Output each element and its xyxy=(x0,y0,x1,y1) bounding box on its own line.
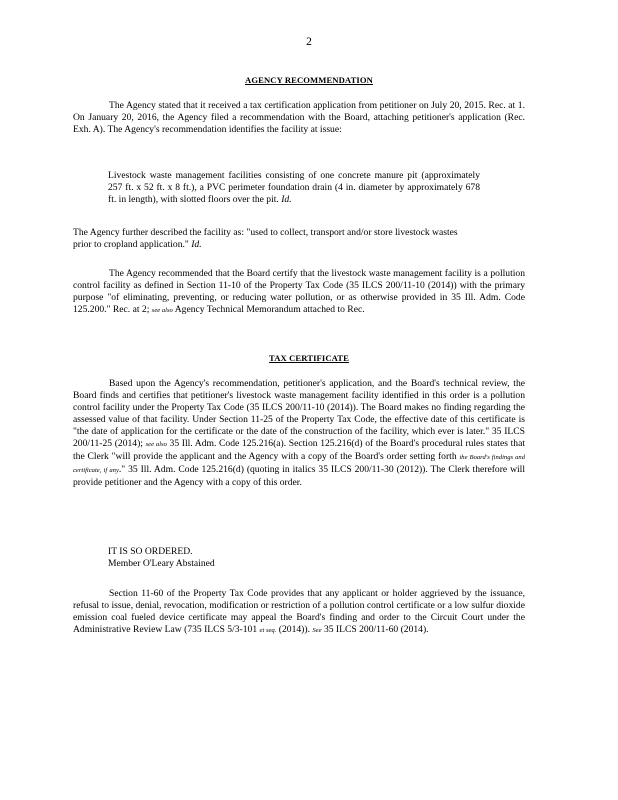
paragraph-appeal-rights-text-b: (2014)). xyxy=(278,624,310,636)
paragraph-agency-receipt xyxy=(73,100,525,136)
order-statement: IT IS SO ORDERED. xyxy=(108,546,193,557)
paragraph-agency-description-text: The Agency further described the facility as: "used to collect, transport and/or store livestock wastes prior to cropland application." xyxy=(73,227,458,251)
paragraph-board-finding-text-b: 35 Ill. Adm. Code 125.216(a). Section 125.216(d) of the Board's procedural rules states that the Clerk "will provide the applicant and the Agency with a copy of the Board's order setting forth xyxy=(73,438,525,463)
tax-certificate-heading-text: TAX CERTIFICATE xyxy=(269,353,349,363)
paragraph-agency-recommendation xyxy=(73,268,525,317)
paragraph-board-finding-text-c: ." 35 Ill. Adm. Code 125.216(d) (quoting in italics 35 ILCS 200/11-30 (2012)). The Clerk therefore will provide petitioner and the Agency with a copy of this order. xyxy=(73,464,525,489)
agency-recommendation-heading xyxy=(0,75,618,85)
paragraph-agency-recommendation-tail: Agency Technical Memorandum attached to Rec. xyxy=(174,304,365,316)
order-block xyxy=(108,546,408,570)
paragraph-agency-description xyxy=(73,227,473,251)
agency-recommendation-heading-text: AGENCY RECOMMENDATION xyxy=(245,75,373,85)
paragraph-board-finding xyxy=(73,378,525,489)
paragraph-agency-recommendation-text: The Agency recommended that the Board certify that the livestock waste management facility is a pollution control facility as defined in Section 11-10 of the Property Tax Code (35 ILCS 200/11-10 (2014)) with the primary purpose "of eliminating, preventing, or reducing water pollution, or as otherwise provided in 35 Ill. Adm. Code 125.200." Rec. at 2; xyxy=(73,268,525,316)
paragraph-appeal-rights-et-seq: et seq. xyxy=(259,627,277,635)
paragraph-appeal-rights-text-a: Section 11-60 of the Property Tax Code provides that any applicant or holder aggrieved by the issuance, refusal to issue, denial, revocation, modification or restriction of a pollution control certificate or a low sulfur dioxide emission coal fueled device certificate may appeal the Board's finding and order to the Circuit Court under the Administrative Review Law (735 ILCS 5/3-101 xyxy=(73,588,525,636)
paragraph-appeal-rights-see: See xyxy=(312,627,322,635)
block-quote-text: Livestock waste management facilities consisting of one concrete manure pit (approximately 257 ft. x 52 ft. x 8 ft.), a PVC perimeter foundation drain (4 in. diameter by approximately 678 ft. in length), with slotted floors over the pit. xyxy=(108,170,480,206)
paragraph-board-finding-see-also: see also xyxy=(145,441,167,449)
paragraph-agency-recommendation-see-also: see also xyxy=(151,307,173,315)
block-quote-facility xyxy=(108,170,480,206)
paragraph-board-finding-text-a: Based upon the Agency's recommendation, petitioner's application, and the Board's technical review, the Board finds and certifies that petitioner's livestock waste management facility identified in this order is a pollution control facility under the Property Tax Code (35 ILCS 200/11-10 (2014)). The Board makes no finding regarding the assessed value of that facility. Under Section 11-25 of the Property Tax Code, the effective date of this certificate is "the date of application for the certificate or the date of the construction of the facility, which ever is later." 35 ILCS 200/11-25 (2014); xyxy=(73,378,525,450)
block-quote-citation: Id. xyxy=(281,194,292,206)
paragraph-board-finding-italic-quote: the Board's findings and certificate, if any xyxy=(73,454,526,475)
page-number: 2 xyxy=(306,36,312,48)
paragraph-appeal-rights xyxy=(73,588,525,637)
member-abstention: Member O'Leary Abstained xyxy=(108,558,215,570)
paragraph-agency-description-citation: Id. xyxy=(191,239,202,251)
paragraph-appeal-rights-text-c: 35 ILCS 200/11-60 (2014). xyxy=(323,624,429,636)
paragraph-agency-receipt-text: The Agency stated that it received a tax certification application from petitioner on July 20, 2015. Rec. at 1. On January 20, 2016, the Agency filed a recommendation with the Board, attaching petitioner's application (Rec. Exh. A). The Agency's recommendation identifies the facility at issue: xyxy=(73,100,525,136)
tax-certificate-heading xyxy=(0,353,618,363)
